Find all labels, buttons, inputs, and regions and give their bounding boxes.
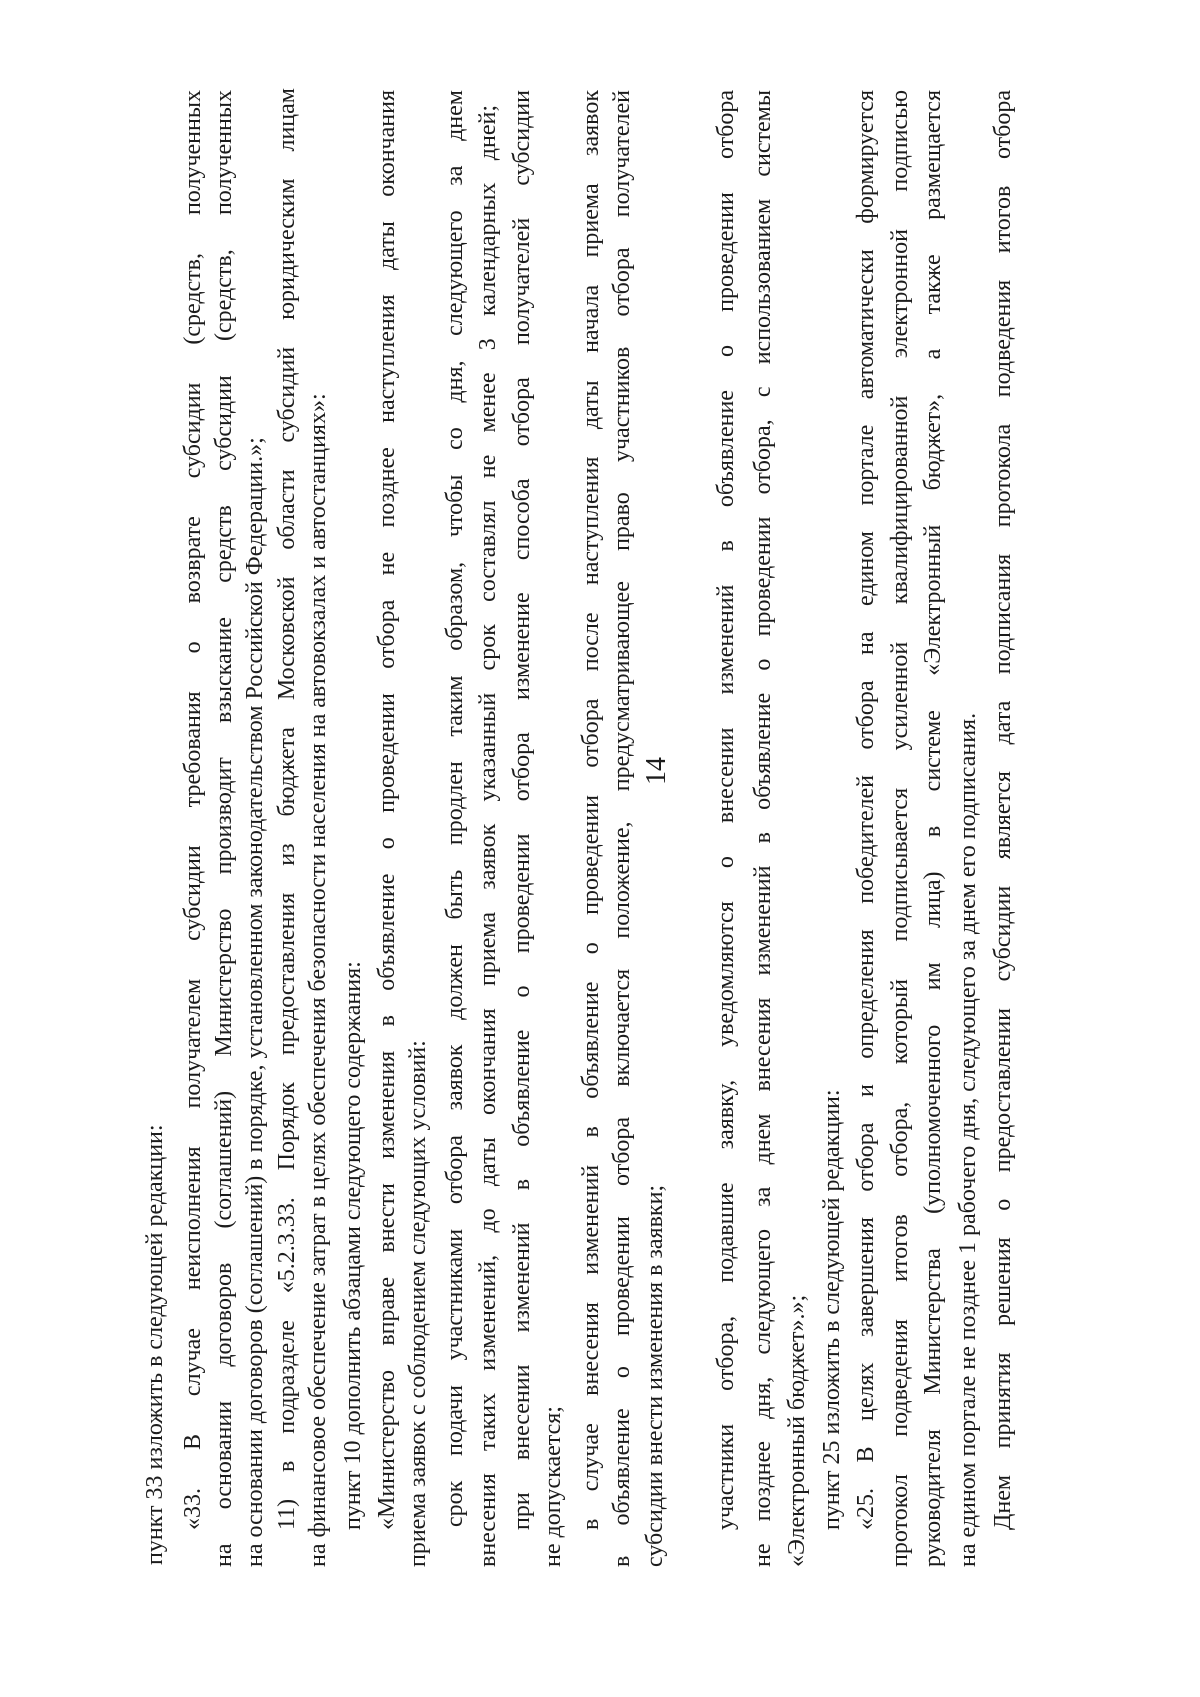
text-line: на едином портале не позднее 1 рабочего дня, следующего за днем его подписания. [955,712,981,1567]
text-line: «33. В случае неисполнения получателем субсидии требования о возврате субсидии (средств, полученных [180,90,206,1530]
text-line: 11) в подразделе «5.2.3.33. Порядок предоставления из бюджета Московской области субсидий юридическим лицам [274,88,300,1530]
text-line: «Электронный бюджет».»; [784,1294,810,1567]
text-line: на основании договоров (соглашений) в порядке, установленном законодательством Российской Федерации.»; [242,437,268,1567]
text-line: пункт 33 изложить в следующей редакции: [142,1124,168,1565]
text-line: на финансовое обеспечение затрат в целях обеспечения безопасности населения на автовокзалах и автостанциях»: [305,393,331,1567]
text-line: приема заявок с соблюдением следующих условий: [405,1040,431,1567]
text-line: в объявление о проведении отбора включается положение, предусматривающее право участников отбора получателей [609,90,635,1567]
text-line: «Министерство вправе внести изменения в объявление о проведении отбора не позднее наступления даты окончания [374,90,400,1530]
page-number: 14 [641,757,672,785]
text-line: протокол подведения итогов отбора, который подписывается усиленной квалифицированной электронной подписью [887,90,913,1567]
text-line: субсидии внести изменения в заявки; [642,1184,668,1567]
text-line: в случае внесения изменений в объявление о проведении отбора после наступления даты начала приема заявок [578,90,604,1530]
text-line: не допускается; [540,1406,566,1567]
text-line: при внесении изменений в объявление о проведении отбора изменение способа отбора получателей субсидии [509,90,535,1530]
text-line: пункт 25 изложить в следующей редакции: [819,1089,845,1530]
text-line: не позднее дня, следующего за днем внесения изменений в объявление о проведении отбора, с использованием системы [750,90,776,1567]
text-line: пункт 10 дополнить абзацами следующего содержания: [340,961,366,1530]
text-line: руководителя Министерства (уполномоченного им лица) в системе «Электронный бюджет», а также размещается [920,90,946,1567]
text-line: «25. В целях завершения отбора и определения победителей отбора на едином портале автоматически формируется [853,90,879,1530]
text-line: срок подачи участниками отбора заявок должен быть продлен таким образом, чтобы со дня, следующего за днем [442,90,468,1527]
text-line: участники отбора, подавшие заявку, уведомляются о внесении изменений в объявление о проведении отбора [713,90,739,1530]
text-line: внесения таких изменений, до даты окончания приема заявок указанный срок составлял не менее 3 календарных дней; [475,105,501,1567]
text-line: на основании договоров (соглашений) Министерство производит взыскание средств субсидии (средств, полученных [211,90,237,1567]
text-line: Днем принятия решения о предоставлении субсидии является дата подписания протокола подведения итогов отбора [990,90,1016,1530]
